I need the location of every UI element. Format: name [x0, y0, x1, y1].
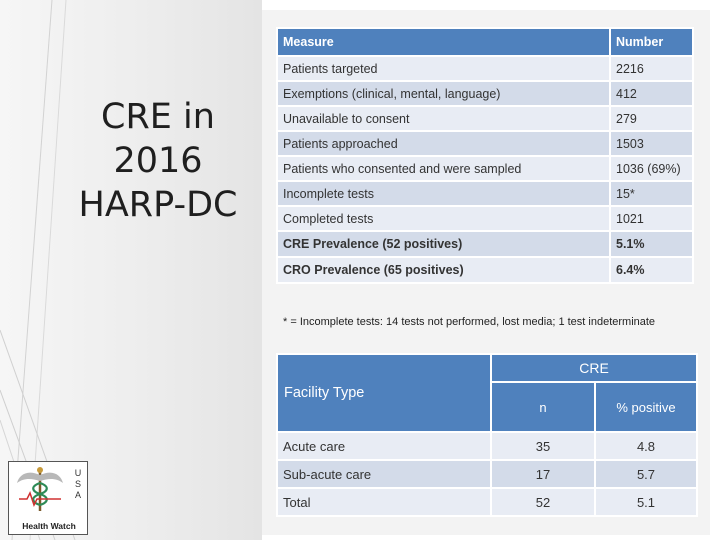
decorative-lines	[0, 0, 262, 540]
column-header-facility-type: Facility Type	[277, 354, 491, 432]
percent-cell: 5.7	[595, 460, 697, 488]
number-cell: 1021	[610, 206, 693, 231]
table-row	[277, 81, 693, 106]
column-header-n: n	[491, 382, 595, 432]
number-cell: 1503	[610, 131, 693, 156]
measure-cell: CRO Prevalence (65 positives)	[277, 257, 610, 283]
measure-cell: Patients approached	[277, 131, 610, 156]
n-cell: 35	[491, 432, 595, 460]
table-row	[277, 106, 693, 131]
table-row	[277, 257, 693, 283]
table-header-row	[277, 354, 697, 382]
measure-cell: Exemptions (clinical, mental, language)	[277, 81, 610, 106]
table-header-row	[277, 28, 693, 56]
measure-cell: Patients targeted	[277, 56, 610, 81]
logo-usa-letters: U S A	[74, 468, 82, 500]
title-line: HARP-DC	[78, 185, 238, 225]
column-header-measure: Measure	[277, 28, 610, 56]
measure-cell: Unavailable to consent	[277, 106, 610, 131]
table-row	[277, 131, 693, 156]
column-header-number: Number	[610, 28, 693, 56]
facility-type-cell: Acute care	[277, 432, 491, 460]
table-footnote: * = Incomplete tests: 14 tests not performed, lost media; 1 test indeterminate	[283, 316, 656, 328]
n-cell: 17	[491, 460, 595, 488]
number-cell: 279	[610, 106, 693, 131]
title-line: CRE in	[101, 97, 215, 137]
table-row	[277, 181, 693, 206]
table-row	[277, 231, 693, 257]
number-cell: 1036 (69%)	[610, 156, 693, 181]
measure-cell: Incomplete tests	[277, 181, 610, 206]
table-row	[277, 488, 697, 516]
table-row	[277, 206, 693, 231]
measures-table	[276, 27, 694, 284]
column-group-header-cre: CRE	[491, 354, 697, 382]
measure-cell: Completed tests	[277, 206, 610, 231]
number-cell: 5.1%	[610, 231, 693, 257]
caduceus-icon	[15, 465, 65, 513]
number-cell: 412	[610, 81, 693, 106]
facility-type-cell: Sub-acute care	[277, 460, 491, 488]
facility-type-cell: Total	[277, 488, 491, 516]
table-row	[277, 460, 697, 488]
logo-text: Health Watch	[22, 521, 76, 531]
table-row	[277, 432, 697, 460]
number-cell: 6.4%	[610, 257, 693, 283]
percent-cell: 5.1	[595, 488, 697, 516]
health-watch-logo	[8, 461, 88, 535]
n-cell: 52	[491, 488, 595, 516]
table-row	[277, 56, 693, 81]
measure-cell: CRE Prevalence (52 positives)	[277, 231, 610, 257]
column-header-percent-positive: % positive	[595, 382, 697, 432]
table-row	[277, 156, 693, 181]
measure-cell: Patients who consented and were sampled	[277, 156, 610, 181]
percent-cell: 4.8	[595, 432, 697, 460]
title-line: 2016	[113, 141, 203, 181]
slide-title	[58, 95, 258, 227]
number-cell: 2216	[610, 56, 693, 81]
facility-table	[276, 353, 698, 517]
number-cell: 15*	[610, 181, 693, 206]
